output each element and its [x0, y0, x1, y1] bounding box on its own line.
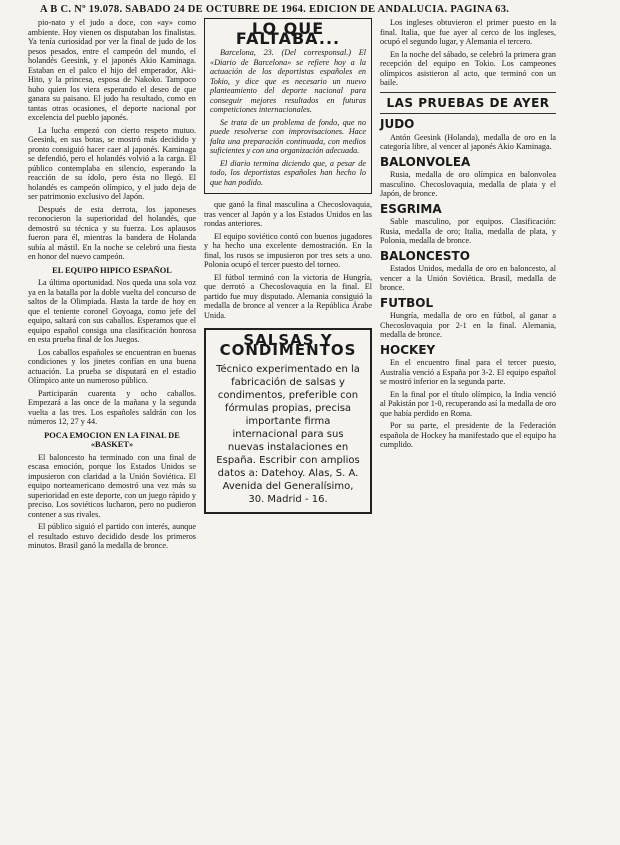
sport-heading-hockey: HOCKEY — [380, 342, 436, 357]
article-paragraph: Participarán cuarenta y ocho caballos. Empezará a las once de la mañana y la segunda vuelta a las tres. Los españoles saldrán con los números 12, 27 y 44. — [28, 388, 196, 426]
box-paragraph: Barcelona, 23. (Del corresponsal.) El «Diario de Barcelona» se refiere hoy a la actuación de los deportistas españoles en Tokio, y dice que es necesario un nuevo planteamiento del deporte nacional para conseguir mejores resultados en futuras competiciones internacionales. — [210, 48, 366, 114]
article-paragraph: El baloncesto ha terminado con una final de escasa emoción, porque los Estados Unidos se impusieron con claridad a la Unión Soviética. El equipo norteamericano demostró una vez más su superioridad en este deporte, con un juego rápido y preciso. Los soviéticos lucharon, pero no pudieron contener a sus rivales. — [28, 452, 196, 519]
sport-paragraph: Hungría, medalla de oro en fútbol, al ganar a Checoslovaquia por 2-1 en la final. Alemania, medalla de bronce. — [380, 311, 556, 339]
divider — [380, 113, 556, 114]
advertisement — [204, 328, 372, 514]
sport-paragraph: Sable masculino, por equipos. Clasificación: Rusia, medalla de oro; Italia, medalla de plata, y Polonia, medalla de bronce. — [380, 217, 556, 245]
section-title-pruebas: LAS PRUEBAS DE AYER — [386, 95, 550, 110]
sport-paragraph: En la final por el título olímpico, la India venció al Pakistán por 1-0, recuperando así la medalla de oro que había perdido en Roma. — [380, 389, 556, 418]
subheading-equipo-hipico: EL EQUIPO HIPICO ESPAÑOL — [52, 265, 172, 275]
article-paragraph: Después de esta derrota, los japoneses reconocieron la superioridad del holandés, que demostró su técnica y su fuerza. Los aplausos fueron para él, mientras la bandera de Holanda subía al mástil. En la noche se celebró una fiesta en honor del nuevo campeón. — [28, 204, 196, 261]
divider — [380, 92, 556, 93]
sport-heading-futbol: FUTBOL — [380, 295, 434, 310]
article-paragraph: que ganó la final masculina a Checoslovaquia, tras vencer al Japón y a los Estados Unidos en las rondas anteriores. — [204, 200, 372, 228]
article-paragraph: Los ingleses obtuvieron el primer puesto en la final. Italia, que fue ayer al cerco de los ingleses, ocupó el segundo lugar, y Alemania el tercero. — [380, 18, 556, 46]
box-title: LO QUE FALTABA... — [235, 19, 341, 48]
sport-paragraph: Rusia, medalla de oro olímpica en balonvolea masculino. Checoslovaquia, medalla de plata y el Japón, de bronce. — [380, 170, 556, 198]
sport-paragraph: Antón Geesink (Holanda), medalla de oro en la categoría libre, al vencer al japonés Akio Kaminaga. — [380, 132, 556, 151]
box-paragraph: El diario termina diciendo que, a pesar de todo, los deportistas españoles han hecho lo que han podido. — [210, 158, 366, 187]
box-paragraph: Se trata de un problema de fondo, que no puede resolverse con improvisaciones. Hace falta una preparación continuada, con medios suficientes y con una organización adecuada. — [210, 117, 366, 155]
column-3 — [380, 18, 556, 453]
page-header: A B C. Nº 19.078. SABADO 24 DE OCTUBRE DE 1964. EDICION DE ANDALUCIA. PAGINA 63. — [40, 4, 510, 15]
sport-paragraph: Por su parte, el presidente de la Federación española de Hockey ha manifestado que el equipo ha cumplido. — [380, 421, 556, 449]
column-1 — [28, 18, 196, 554]
boxed-article — [204, 18, 372, 194]
article-paragraph: La lucha empezó con cierto respeto mutuo. Geesink, en sus botas, se mostró más decidido y pronto consiguió hacer caer al japonés. Kaminaga se defendió, pero el holandés volvió a la carga. El público contemplaba en silencio, esperando la reacción de su ídolo, pero ésta no llegó. El holandés es campeón olímpico, y el judo deja de ser patrimonio exclusivo del Japón. — [28, 125, 196, 201]
sport-heading-balonvolea: BALONVOLEA — [380, 154, 471, 169]
subheading-basket: POCA EMOCION EN LA FINAL DE «BASKET» — [44, 430, 180, 449]
ad-text: Técnico experimentado en la fabricación de salsas y condimentos, preferible con fórmulas propias, precisa importante firma internacional para sus nuevas instalaciones en España. Escribir con amplios datos a: Datehoy. Alas, S. A. Avenida del Generalísimo, 30. Madrid - 16. — [216, 364, 360, 505]
sport-paragraph: Estados Unidos, medalla de oro en baloncesto, al vencer a la Unión Soviética. Brasil, medalla de bronce. — [380, 264, 556, 292]
article-paragraph: Los caballos españoles se encuentran en buenas condiciones y los jinetes confían en una buena actuación. La prueba se disputará en el estadio Olímpico ante un numeroso público. — [28, 347, 196, 385]
column-2 — [204, 18, 372, 514]
sport-heading-judo: JUDO — [380, 117, 415, 131]
sport-heading-baloncesto: BALONCESTO — [380, 248, 470, 263]
article-paragraph: pio-nato y el judo a doce, con «ay» como ambiente. Hoy vienen os disputaban los finalistas. Ya tenía curiosidad por ver la final de judo de los pesos pesados, entre el campeón del mundo, el holandés Geesink, y el japonés Akio Kaminaga. Estaban en el palco el hijo del emperador, Aki-Hito, y la princesa, esposa de Nakoko. Tampoco hubo quien los viera esperando el deseo de que ganara su paisano. El judo ha resultado, como en tantas otras ocasiones, el deporte nacional por excelencia del pueblo japonés. — [28, 18, 196, 122]
article-paragraph: El público siguió el partido con interés, aunque el resultado estuvo decidido desde los primeros minutos. Brasil ganó la medalla de bronce. — [28, 522, 196, 550]
article-paragraph: La última oportunidad. Nos queda una sola voz ya en la batalla por la doble vuelta del concurso de saltos de la Olimpiada. Hasta la tarde de hoy en que el teniente coronel Goyoaga, como jefe del equipo, saltará con sus caballos. Esperamos que el equipo español consiga una clasificación honrosa en esta prueba final de los Juegos. — [28, 278, 196, 344]
article-paragraph: En la noche del sábado, se celebró la primera gran recepción del equipo en Tokio. Los campeones olímpicos asistieron al acto, que terminó con un baile. — [380, 49, 556, 87]
sport-heading-esgrima: ESGRIMA — [380, 201, 442, 216]
article-paragraph: El fútbol terminó con la victoria de Hungría, que derrotó a Checoslovaquia en la final. El partido fue muy disputado. Alemania consiguió la medalla de bronce al vencer a la República Árabe Unida. — [204, 272, 372, 320]
sport-paragraph: En el encuentro final para el tercer puesto, Australia venció a España por 3-2. El equipo español se mostró inferior en la segunda parte. — [380, 358, 556, 386]
ad-title: SALSAS Y CONDIMENTOS — [219, 331, 357, 359]
article-paragraph: El equipo soviético contó con buenos jugadores y ha hecho una excelente demostración. En la final, los rusos se impusieron por tres sets a uno. Polonia ocupó el tercer puesto del torneo. — [204, 231, 372, 269]
